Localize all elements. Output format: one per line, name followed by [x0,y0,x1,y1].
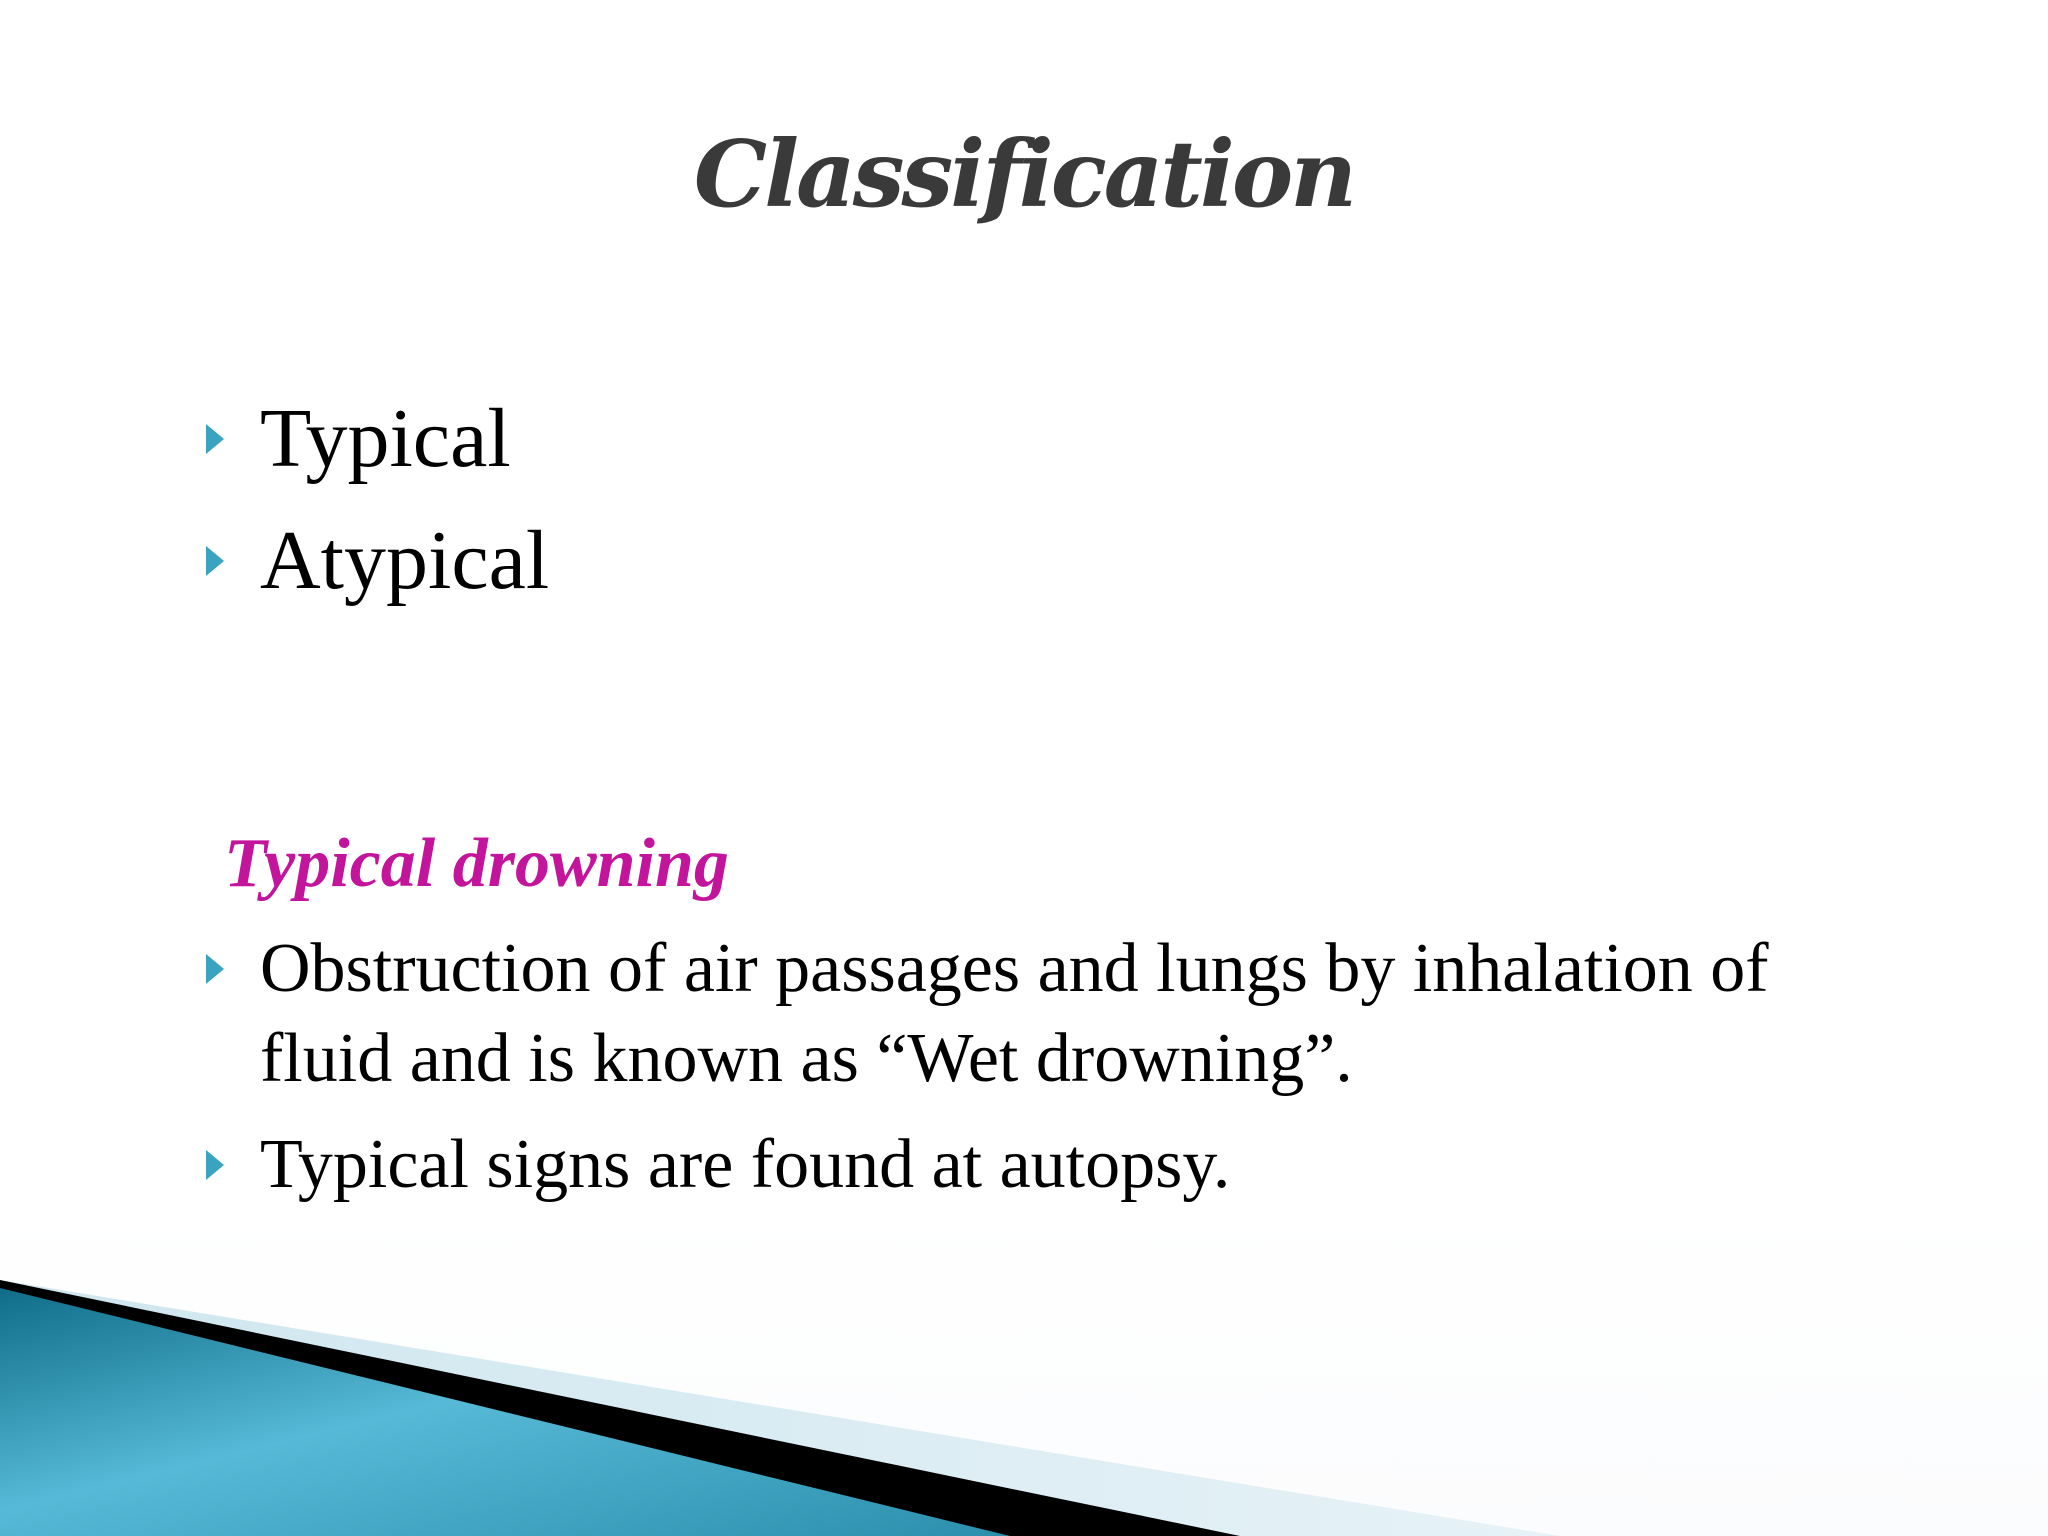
classification-list [200,378,549,622]
slide-title: Classification [693,120,1355,228]
section-subheading: Typical drowning [224,825,729,902]
list-item [200,378,549,500]
bullet-triangle-icon [206,954,224,984]
list-item-text: Typical signs are found at autopsy. [260,1126,1231,1203]
slide-decoration [0,1280,2048,1536]
typical-drowning-list [200,924,1900,1226]
bullet-triangle-icon [206,424,224,454]
bullet-triangle-icon [206,1150,224,1180]
list-item [200,500,549,622]
list-item [200,1120,1900,1210]
list-item-text: Typical [260,392,511,485]
list-item-text: Obstruction of air passages and lungs by inhalation of fluid and is known as “Wet drowning”. [260,930,1769,1097]
list-item [200,924,1900,1104]
list-item-text: Atypical [260,514,550,607]
bullet-triangle-icon [206,546,224,576]
